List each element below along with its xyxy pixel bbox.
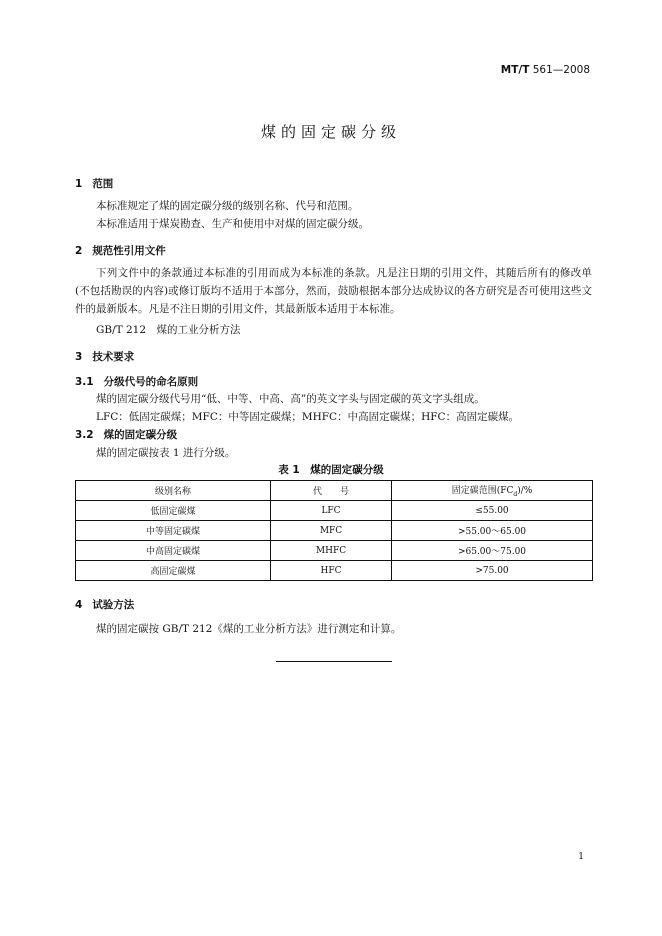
section-1-paragraph-2: 本标准适用于煤炭勘查、生产和使用中对煤的固定碳分级。 <box>96 218 369 230</box>
section-3-2-paragraph: 煤的固定碳按表 1 进行分级。 <box>96 447 236 459</box>
section-1-paragraph-1: 本标准规定了煤的固定碳分级的级别名称、代号和范围。 <box>96 200 359 212</box>
section-number: 3.2 <box>75 429 94 441</box>
header-code: 代 号 <box>271 481 392 501</box>
cell-code: MHFC <box>271 541 392 561</box>
section-3-1-heading <box>75 374 198 389</box>
standard-code: MT/T <box>500 64 530 76</box>
table-row <box>76 561 593 581</box>
section-4-paragraph: 煤的固定碳按 GB/T 212《煤的工业分析方法》进行测定和计算。 <box>96 623 402 635</box>
table-row <box>76 521 593 541</box>
cell-range: >55.00～65.00 <box>392 521 593 541</box>
cell-range: >65.00～75.00 <box>392 541 593 561</box>
header-range-subscript: d <box>513 490 518 498</box>
cell-range: ≤55.00 <box>392 501 593 521</box>
section-number: 3 <box>75 351 83 363</box>
section-title: 煤的固定碳分级 <box>103 429 178 441</box>
section-2-paragraph: 下列文件中的条款通过本标准的引用而成为本标准的条款。凡是注日期的引用文件，其随后所有的修改单(不包括勘误的内容)或修订版均不适用于本部分，然而，鼓励根据本部分达成协议的各方研究是否可使用这些文件的最新版本。凡是不注日期的引用文件，其最新版本适用于本标准。 <box>75 267 592 315</box>
cell-grade-name: 低固定碳煤 <box>76 501 271 521</box>
header-grade-name: 级别名称 <box>76 481 271 501</box>
table-row <box>76 541 593 561</box>
cell-grade-name: 高固定碳煤 <box>76 561 271 581</box>
page-number: 1 <box>578 852 584 862</box>
section-number: 2 <box>75 245 83 257</box>
section-3-heading <box>75 349 134 364</box>
cell-code: MFC <box>271 521 392 541</box>
header-range-suffix: )/% <box>517 486 533 497</box>
cell-grade-name: 中等固定碳煤 <box>76 521 271 541</box>
section-title: 技术要求 <box>92 351 135 363</box>
section-title: 试验方法 <box>92 599 135 611</box>
header-range <box>392 481 593 501</box>
table-header-row <box>76 481 593 501</box>
standard-code-header <box>501 64 590 76</box>
standard-number: 561—2008 <box>532 64 590 76</box>
section-1-heading <box>75 176 113 191</box>
section-number: 1 <box>75 178 83 190</box>
section-4-heading <box>75 597 134 612</box>
section-3-2-heading <box>75 427 177 442</box>
table-row <box>76 501 593 521</box>
section-3-1-paragraph-1: 煤的固定碳分级代号用“低、中等、中高、高”的英文字头与固定碳的英文字头组成。 <box>96 393 485 405</box>
section-3-1-paragraph-2: LFC：低固定碳煤；MFC：中等固定碳煤；MHFC：中高固定碳煤；HFC：高固定碳煤。 <box>96 411 520 423</box>
fixed-carbon-classification-table <box>75 480 593 581</box>
section-2-heading <box>75 243 166 258</box>
cell-range: >75.00 <box>392 561 593 581</box>
cell-grade-name: 中高固定碳煤 <box>76 541 271 561</box>
section-title: 规范性引用文件 <box>92 245 166 257</box>
normative-reference: GB/T 212 煤的工业分析方法 <box>96 324 241 336</box>
table-caption: 表 1 煤的固定碳分级 <box>278 464 384 476</box>
end-of-document-rule <box>276 661 392 662</box>
cell-code: LFC <box>271 501 392 521</box>
document-title: 煤的固定碳分级 <box>260 123 401 141</box>
section-title: 分级代号的命名原则 <box>103 376 199 388</box>
section-number: 4 <box>75 599 83 611</box>
cell-code: HFC <box>271 561 392 581</box>
section-number: 3.1 <box>75 376 94 388</box>
section-title: 范围 <box>92 178 114 190</box>
header-range-prefix: 固定碳范围(FC <box>451 486 514 497</box>
